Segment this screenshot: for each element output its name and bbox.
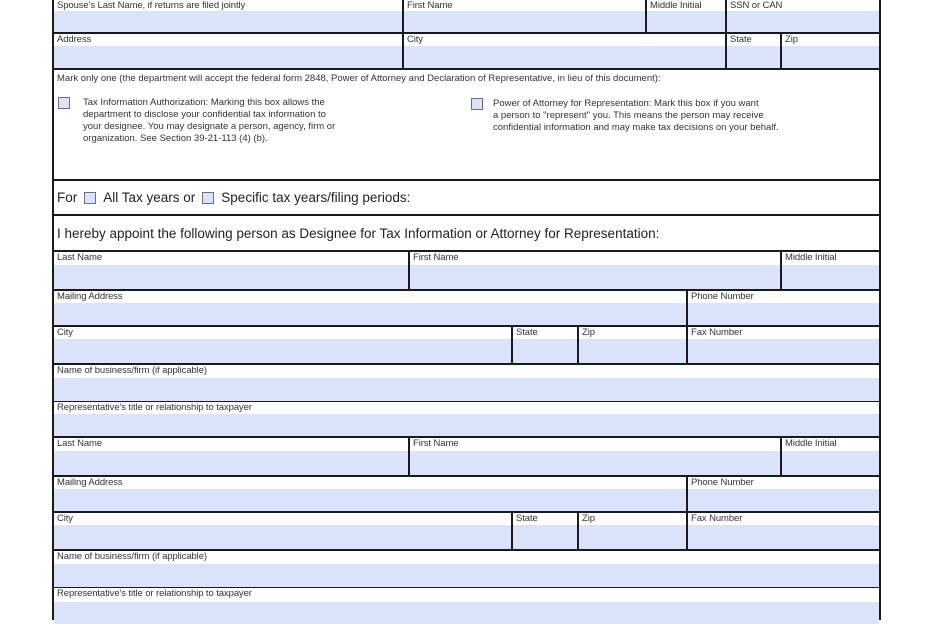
authorization-instruction: Mark only one (the department will accept the federal form 2848, Power of Attorney and Declaration of Representative, in lieu of this document): bbox=[57, 73, 661, 84]
designee-1-state-cell bbox=[513, 327, 579, 363]
designee-2-zip-label: Zip bbox=[582, 513, 595, 524]
middle-initial-cell bbox=[647, 0, 727, 32]
spouse-last-name-cell bbox=[54, 0, 404, 32]
zip-input[interactable] bbox=[782, 46, 879, 68]
first-name-input[interactable] bbox=[404, 11, 645, 32]
designee-2-city-row bbox=[54, 513, 879, 551]
specific-tax-years-label: Specific tax years/filing periods: bbox=[221, 190, 411, 205]
power-of-attorney-checkbox[interactable] bbox=[471, 98, 483, 110]
power-of-attorney-text: Power of Attorney for Representation: Mark this box if you want a person to "represent" you. This means the person may receive confidential information and may make tax decisions on your behalf. bbox=[493, 98, 779, 133]
designee-2-first-name-cell bbox=[410, 438, 782, 475]
designee-1-first-name-cell bbox=[410, 252, 782, 289]
tax-period-row bbox=[54, 181, 879, 216]
designee-2-city-label: City bbox=[57, 513, 73, 524]
spouse-last-name-input[interactable] bbox=[54, 11, 402, 32]
designee-2-middle-initial-input[interactable] bbox=[782, 451, 879, 475]
designee-2-phone-cell bbox=[688, 477, 879, 511]
designee-2-city-cell bbox=[54, 513, 513, 549]
designee-2-zip-cell bbox=[579, 513, 688, 549]
zip-cell bbox=[782, 34, 879, 68]
designee-1-state-input[interactable] bbox=[513, 339, 577, 363]
city-input[interactable] bbox=[404, 46, 725, 68]
designee-2-middle-initial-label: Middle Initial bbox=[785, 438, 837, 449]
designee-1-last-name-input[interactable] bbox=[54, 265, 408, 289]
designee-1-first-name-label: First Name bbox=[413, 252, 459, 263]
designee-1-business-label: Name of business/firm (if applicable) bbox=[57, 365, 207, 376]
designee-1-middle-initial-input[interactable] bbox=[782, 265, 879, 289]
designee-1-city-cell bbox=[54, 327, 513, 363]
designee-1-middle-initial-cell bbox=[782, 252, 879, 289]
tax-info-authorization-text: Tax Information Authorization: Marking this box allows the department to disclose your confidential tax information to your designee. You may designate a person, agency, firm or organization. See Section 39-21-113 (4) (b). bbox=[83, 97, 336, 144]
designee-1-last-name-label: Last Name bbox=[57, 252, 103, 263]
city-label: City bbox=[407, 34, 423, 45]
designee-1-business-cell bbox=[54, 365, 879, 401]
designee-1-title-label: Representative's title or relationship to taxpayer bbox=[57, 402, 252, 413]
address-input[interactable] bbox=[54, 46, 402, 68]
designee-1-zip-cell bbox=[579, 327, 688, 363]
designee-2-first-name-input[interactable] bbox=[410, 451, 780, 475]
designee-2-zip-input[interactable] bbox=[579, 525, 686, 549]
designee-1-fax-input[interactable] bbox=[688, 339, 879, 363]
designee-2-fax-cell bbox=[688, 513, 879, 549]
designee-2-phone-label: Phone Number bbox=[691, 477, 754, 488]
taxpayer-row-1 bbox=[54, 0, 879, 34]
designee-1-zip-label: Zip bbox=[582, 327, 595, 338]
designee-1-address-row bbox=[54, 291, 879, 327]
designee-1-last-name-cell bbox=[54, 252, 410, 289]
all-tax-years-label: All Tax years or bbox=[103, 190, 196, 205]
designee-2-title-label: Representative's title or relationship to taxpayer bbox=[57, 588, 252, 599]
authorization-section bbox=[54, 70, 879, 181]
designee-2-address-row bbox=[54, 477, 879, 513]
first-name-label: First Name bbox=[407, 0, 453, 11]
taxpayer-row-2 bbox=[54, 34, 879, 70]
designee-2-title-row bbox=[54, 588, 879, 624]
spouse-last-name-label: Spouse's Last Name, if returns are filed jointly bbox=[57, 0, 246, 11]
address-cell bbox=[54, 34, 404, 68]
designee-2-business-cell bbox=[54, 551, 879, 587]
ssn-label: SSN or CAN bbox=[730, 0, 783, 11]
designee-1-business-row bbox=[54, 365, 879, 402]
designee-2-state-label: State bbox=[516, 513, 538, 524]
designee-1-name-row bbox=[54, 252, 879, 291]
designee-2-last-name-input[interactable] bbox=[54, 451, 408, 475]
specific-tax-years-checkbox[interactable] bbox=[202, 192, 214, 204]
city-cell bbox=[404, 34, 727, 68]
designee-1-middle-initial-label: Middle Initial bbox=[785, 252, 837, 263]
designee-2-state-cell bbox=[513, 513, 579, 549]
state-input[interactable] bbox=[727, 46, 780, 68]
designee-2-business-label: Name of business/firm (if applicable) bbox=[57, 551, 207, 562]
poa-form bbox=[52, 0, 881, 620]
designee-1-title-cell bbox=[54, 402, 879, 436]
ssn-cell bbox=[727, 0, 879, 32]
designee-1-first-name-input[interactable] bbox=[410, 265, 780, 289]
designee-2-mailing-address-cell bbox=[54, 477, 688, 511]
ssn-input[interactable] bbox=[727, 11, 879, 32]
designee-2-last-name-label: Last Name bbox=[57, 438, 103, 449]
designee-1-mailing-address-input[interactable] bbox=[54, 303, 686, 325]
designee-1-mailing-address-label: Mailing Address bbox=[57, 291, 123, 302]
designee-2-city-input[interactable] bbox=[54, 525, 511, 549]
state-label: State bbox=[730, 34, 752, 45]
designee-1-title-row bbox=[54, 402, 879, 438]
designee-2-fax-label: Fax Number bbox=[691, 513, 743, 524]
designee-1-city-row bbox=[54, 327, 879, 365]
designee-2-phone-input[interactable] bbox=[688, 489, 879, 511]
designee-1-business-input[interactable] bbox=[54, 378, 879, 401]
designee-2-mailing-address-label: Mailing Address bbox=[57, 477, 123, 488]
address-label: Address bbox=[57, 34, 92, 45]
designee-2-business-input[interactable] bbox=[54, 564, 879, 587]
designee-1-state-label: State bbox=[516, 327, 538, 338]
middle-initial-label: Middle Initial bbox=[650, 0, 702, 11]
designee-1-phone-cell bbox=[688, 291, 879, 325]
designee-1-city-label: City bbox=[57, 327, 73, 338]
designee-1-mailing-address-cell bbox=[54, 291, 688, 325]
designee-2-last-name-cell bbox=[54, 438, 410, 475]
designee-1-zip-input[interactable] bbox=[579, 339, 686, 363]
designee-2-middle-initial-cell bbox=[782, 438, 879, 475]
designee-1-title-input[interactable] bbox=[54, 414, 879, 436]
appoint-text: I hereby appoint the following person as Designee for Tax Information or Attorney for Representation: bbox=[57, 225, 660, 241]
for-label: For bbox=[57, 190, 78, 205]
designee-1-phone-label: Phone Number bbox=[691, 291, 754, 302]
designee-1-city-input[interactable] bbox=[54, 339, 511, 363]
designee-2-name-row bbox=[54, 438, 879, 477]
middle-initial-input[interactable] bbox=[647, 11, 725, 32]
designee-2-title-input[interactable] bbox=[54, 602, 879, 624]
designee-2-title-cell bbox=[54, 588, 879, 624]
designee-2-state-input[interactable] bbox=[513, 525, 577, 549]
zip-label: Zip bbox=[785, 34, 798, 45]
appoint-row bbox=[54, 216, 879, 252]
designee-1-phone-input[interactable] bbox=[688, 303, 879, 325]
designee-1-fax-cell bbox=[688, 327, 879, 363]
designee-2-business-row bbox=[54, 551, 879, 588]
designee-1-fax-label: Fax Number bbox=[691, 327, 743, 338]
designee-2-first-name-label: First Name bbox=[413, 438, 459, 449]
designee-2-mailing-address-input[interactable] bbox=[54, 489, 686, 511]
state-cell bbox=[727, 34, 782, 68]
designee-2-fax-input[interactable] bbox=[688, 525, 879, 549]
tax-info-authorization-checkbox[interactable] bbox=[58, 97, 70, 109]
all-tax-years-checkbox[interactable] bbox=[84, 192, 96, 204]
first-name-cell bbox=[404, 0, 647, 32]
